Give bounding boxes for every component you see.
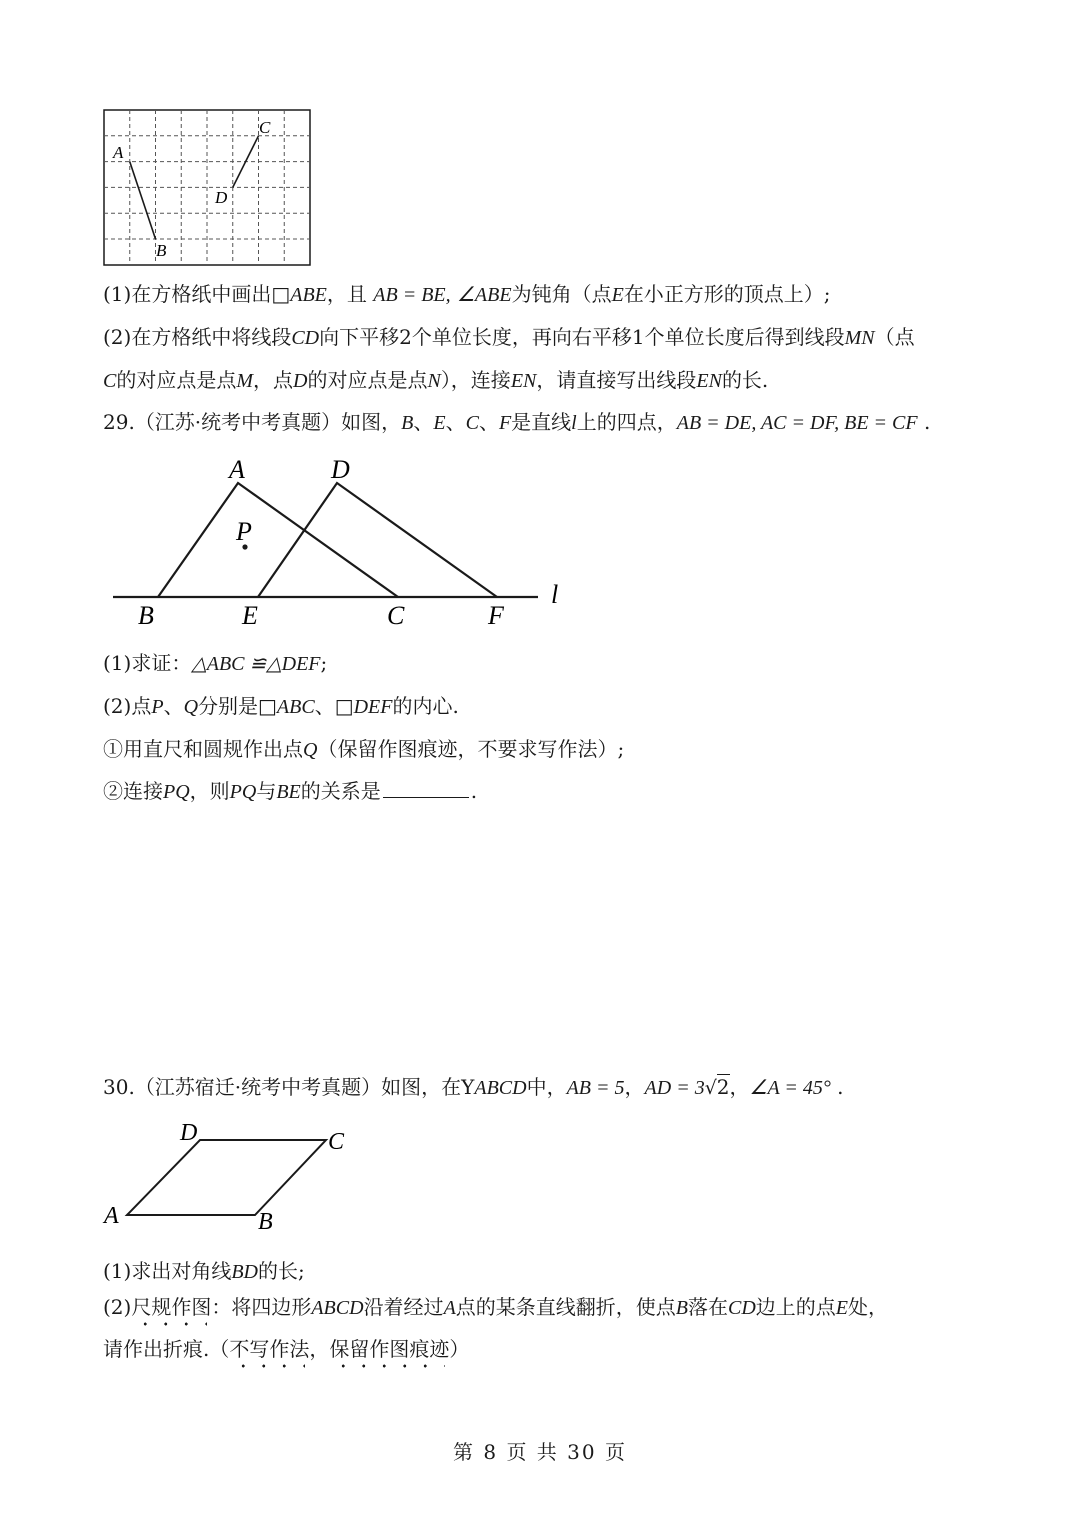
q29-sep1: 、: [413, 410, 434, 434]
q28-l2-t1: 的对应点是点: [116, 368, 237, 392]
q28-l2-t4: ），连接: [440, 368, 511, 392]
q28-l2-t3: 的对应点是点: [307, 368, 428, 392]
q29-tri-def: DEF: [353, 696, 393, 718]
fig30-label-d: D: [180, 1120, 198, 1146]
q28-part2-suffix: （点: [874, 325, 915, 349]
q30-part2-prefix: (2): [103, 1295, 132, 1319]
q30-number: 30.: [103, 1075, 135, 1099]
q30-end: .: [837, 1075, 844, 1099]
q29-be: BE: [276, 781, 301, 803]
q28-angle-abe: ∠ABE: [457, 284, 512, 306]
q30-l2-t2: ，: [309, 1337, 330, 1361]
q29-sub2-end: .: [470, 779, 478, 803]
q30-emphasis-1: 尺规作图: [131, 1295, 212, 1319]
q29-pt-b: B: [401, 412, 414, 434]
q30-part2-cd: CD: [728, 1297, 756, 1319]
parallelogram-abcd: [127, 1140, 326, 1215]
q28-n1: 2: [399, 325, 412, 349]
triangle-icon: □: [271, 282, 291, 306]
point-label-b: B: [156, 241, 167, 260]
q28-l2-t6: 的长.: [721, 368, 769, 392]
q29-part1: [103, 649, 327, 678]
fig-label-c: C: [387, 601, 405, 630]
q29-tri-abc: ABC: [276, 696, 315, 718]
grid-figure: [100, 108, 315, 268]
q30-part2-t6: 处，: [848, 1295, 889, 1319]
fig-label-l: l: [551, 580, 559, 609]
q28-n2: 1: [631, 325, 645, 349]
fig-label-e: E: [242, 601, 258, 630]
q28-point-c: C: [103, 370, 117, 392]
point-label-d: D: [215, 188, 228, 207]
q29-congruence: △ABC ≌△DEF: [191, 653, 321, 675]
q30-part2-t5: 边上的点: [755, 1295, 836, 1319]
q29-pt-e: E: [433, 412, 446, 434]
q29-pt-q: Q: [183, 696, 199, 718]
q29-source: （江苏·统考中考真题）如图，: [134, 410, 402, 434]
q29-t2: 上的四点，: [576, 410, 677, 434]
sqrt-icon: √: [704, 1077, 717, 1099]
fig-label-b: B: [138, 601, 154, 630]
q29-equations: AB = DE, AC = DF, BE = CF: [676, 412, 918, 434]
q30-t1: 中，: [526, 1075, 567, 1099]
q28-point-m: M: [236, 370, 254, 392]
q30-emphasis-2: 不写作法: [229, 1337, 310, 1361]
q28-l2-t2: ，点: [253, 368, 294, 392]
fig-label-f: F: [488, 601, 504, 630]
q30-part2-line1: [103, 1293, 888, 1322]
triangles-figure: [100, 450, 580, 635]
point-label-a: A: [113, 143, 124, 162]
parallelogram-figure: [100, 1115, 365, 1240]
q30-part2-line2: [103, 1335, 469, 1363]
q30-ad: AD = 3: [644, 1077, 705, 1099]
q29-part2-sep: 、: [163, 694, 184, 718]
q28-seg-en-1: EN: [510, 370, 537, 392]
q29-pt-f: F: [498, 412, 512, 434]
q29-sub2-t3: 的关系是: [300, 779, 381, 803]
q30-part1-prefix: (1)求出对角线: [103, 1259, 232, 1283]
q29-sub2-t2: 与: [256, 779, 277, 803]
fig-label-d: D: [331, 455, 350, 484]
q29-pq-2: PQ: [229, 781, 257, 803]
q28-point-n: N: [427, 370, 441, 392]
q29-line-l: l: [571, 412, 577, 434]
q30-part2-t1: ：将四边形: [211, 1295, 312, 1319]
q29-sub1-prefix: ①用直尺和圆规作出点: [103, 737, 303, 761]
q28-tri-abe: ABE: [290, 284, 327, 306]
triangle-icon: □: [258, 694, 277, 718]
q29-sep3: 、: [478, 410, 499, 434]
q29-end: .: [923, 410, 931, 434]
q30-header: [103, 1073, 844, 1102]
q28-part1-suffix: 在小正方形的顶点上）;: [623, 282, 831, 306]
q28-point-e: E: [611, 284, 624, 306]
q28-l2-t5: ，请直接写出线段: [536, 368, 697, 392]
q30-part1-suffix: 的长;: [258, 1259, 305, 1283]
q30-l2-t3: ）: [449, 1337, 470, 1361]
q30-angle: ∠A = 45°: [749, 1077, 831, 1099]
q30-sep2: ，: [729, 1075, 750, 1099]
q30-abcd: ABCD: [474, 1077, 527, 1099]
fig30-label-a: A: [104, 1203, 119, 1229]
q30-part2-t3: 点的某条直线翻折，使点: [455, 1295, 676, 1319]
q30-sep1: ，: [624, 1075, 645, 1099]
q30-source: （江苏宿迁·统考中考真题）如图，在: [134, 1075, 462, 1099]
fig-label-a: A: [229, 455, 245, 484]
q30-part2-t2: 沿着经过: [363, 1295, 444, 1319]
q29-pq-1: PQ: [163, 781, 190, 803]
q28-seg-mn: MN: [844, 327, 875, 349]
q30-part1: [103, 1257, 305, 1286]
fig-label-p: P: [236, 517, 252, 546]
q30-sqrt-value: 2: [716, 1075, 730, 1099]
q30-ab: AB = 5: [566, 1077, 625, 1099]
point-label-c: C: [259, 118, 271, 137]
q29-sub1-q: Q: [303, 739, 318, 761]
q28-part2-mid3: 个单位长度后得到线段: [644, 325, 845, 349]
q30-part2-t4: 落在: [688, 1295, 728, 1319]
q30-part2-a: A: [443, 1297, 456, 1319]
q29-pt-c: C: [465, 412, 479, 434]
q29-sub2-prefix: ②连接: [103, 779, 163, 803]
q29-pt-p: P: [151, 696, 164, 718]
q29-part2: [103, 692, 459, 721]
q30-emphasis-3: 保留作图痕迹: [329, 1337, 450, 1361]
q29-part1-prefix: (1)求证：: [103, 651, 192, 675]
q28-part1-mid2: 为钝角（点: [511, 282, 612, 306]
q29-sep2: 、: [445, 410, 466, 434]
q28-part1-mid1: ，且: [326, 282, 367, 306]
q28-part2-mid1: 向下平移: [319, 325, 400, 349]
q29-part1-suffix: ;: [320, 651, 328, 675]
q29-sub2: [103, 777, 477, 806]
q30-part2-e: E: [835, 1297, 849, 1319]
q30-l2-t1: 请作出折痕.（: [103, 1337, 230, 1361]
fig30-label-c: C: [328, 1129, 345, 1155]
q29-sub2-t1: ，则: [189, 779, 230, 803]
q29-number: 29.: [103, 410, 135, 434]
q28-part2-line2: [103, 366, 768, 395]
q28-seg-en-2: EN: [696, 370, 722, 392]
q28-part1: [103, 280, 831, 309]
q29-header: [103, 408, 930, 437]
q29-sub1-suffix: （保留作图痕迹，不要求写作法）;: [317, 737, 625, 761]
q30-part2-abcd: ABCD: [311, 1297, 364, 1319]
answer-blank[interactable]: [383, 779, 469, 798]
page-footer: 第 8 页 共 30 页: [453, 1440, 627, 1464]
q29-part2-prefix: (2)点: [103, 694, 152, 718]
q28-part2-mid2: 个单位长度，再向右平移: [411, 325, 632, 349]
q29-part2-t2: 的内心.: [392, 694, 459, 718]
q30-bd: BD: [231, 1261, 259, 1283]
q30-part2-b: B: [675, 1297, 688, 1319]
q28-eq-ab-be: AB = BE,: [373, 284, 451, 306]
parallelogram-icon: Y: [461, 1075, 475, 1099]
triangle-def: [258, 483, 497, 597]
q29-part2-sep2: 、: [314, 694, 335, 718]
q29-t1: 是直线: [511, 410, 572, 434]
triangle-icon: □: [334, 694, 354, 718]
q28-point-d: D: [293, 370, 308, 392]
q29-sub1: [103, 735, 624, 764]
fig30-label-b: B: [258, 1209, 273, 1235]
q28-part2-line1: [103, 323, 915, 352]
q29-part2-t1: 分别是: [198, 694, 259, 718]
q28-part2-prefix: (2)在方格纸中将线段: [103, 325, 292, 349]
q28-part1-prefix: (1)在方格纸中画出: [103, 282, 272, 306]
q28-seg-cd: CD: [291, 327, 320, 349]
